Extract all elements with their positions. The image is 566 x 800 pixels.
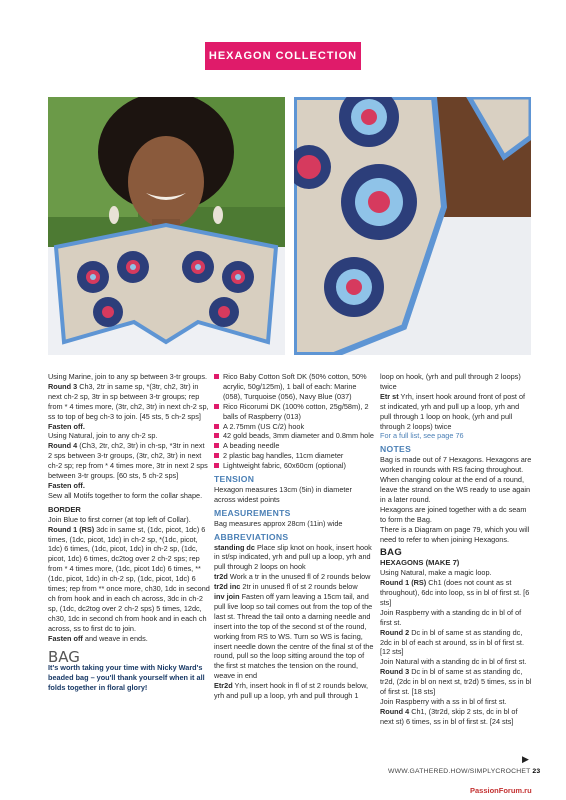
instruction-text: Join Raspberry with a ss in bl of first st.	[380, 697, 507, 706]
round-3-instruction: Round 3 Dc in bl of same st as standing dc, tr2d, (2dc in bl on next st, tr2d) 5 times, ss in bl of first st. [18 sts]	[380, 667, 532, 697]
round-4-instruction: Round 4 (Ch3, 2tr, ch2, 3tr) in ch-sp, *3tr in next 2 sps between 3-tr groups, (3tr, ch2, 3tr) in next ch-2 sp; rep from * 4 times more, 3tr in next 2 sps between 3-tr groups. [60 sts, 5 ch-2 sps]	[48, 441, 208, 481]
round-4-instruction: Round 4 Ch1, (3tr2d, skip 2 sts, dc in bl of next st) 6 times, ss in bl of first st. [24 sts]	[380, 706, 518, 726]
abbreviations-heading: ABBREVIATIONS	[214, 531, 289, 542]
abbreviation-entry: tr2d Work a tr in the unused fl of 2 rounds below	[214, 572, 371, 582]
section-banner: HEXAGON COLLECTION	[205, 42, 361, 70]
continue-arrow-icon: ▶	[522, 754, 529, 764]
watermark: PassionForum.ru	[470, 786, 532, 795]
round-1-instruction: Round 1 (RS) Ch1 (does not count as st throughout), 6dc into loop, ss in bl of first st. [6 sts]	[380, 578, 530, 607]
bag-script-heading: BAG	[48, 648, 80, 667]
pattern-column-1	[48, 372, 210, 693]
bag-heading: BAG	[380, 547, 403, 559]
round-2-instruction: Round 2 Dc in bl of same st as standing dc, 2dc in bl of each st around, ss in bl of first st. [12 sts]	[380, 627, 524, 657]
abbreviation-entry: Etr2d Yrh, insert hook in fl of st 2 rounds below, yrh and pull up a loop, yrh and pull through 1	[214, 681, 368, 701]
abbreviation-entry: tr2d inc 2tr in unused fl of st 2 rounds below	[214, 582, 358, 592]
materials-item: A beading needle	[214, 441, 374, 451]
page-footer	[388, 768, 540, 775]
hexagons-heading: HEXAGONS (MAKE 7)	[380, 558, 460, 568]
round-3-instruction: Round 3 Ch3, 2tr in same sp, *(3tr, ch2, 3tr) in next ch-2 sp, 3tr in sp between 3-tr groups; rep from * 4 times more, (3tr, ch2, 3tr) in next ch-2 sp, ss to top of beg ch-3 to join. [45 sts, 5 ch-2 sps]	[48, 381, 209, 421]
instruction-text: Using Natural, make a magic loop.	[380, 568, 492, 578]
fasten-off: Fasten off.	[48, 421, 85, 431]
collar-model-photo	[48, 97, 285, 355]
bag-intro: It's worth taking your time with Nicky Ward's beaded bag – you'll thank yourself when it all folds together in floral glory!	[48, 663, 205, 693]
notes-heading: NOTES	[380, 444, 412, 455]
instruction-text: Join Natural with a standing dc in bl of first st.	[380, 657, 527, 667]
notes-text: Hexagons are joined together with a dc seam to form the Bag.	[380, 504, 527, 524]
instruction-text: Using Natural, join to any ch-2 sp.	[48, 431, 158, 441]
tension-heading: TENSION	[214, 474, 255, 485]
tension-text: Hexagon measures 13cm (5in) in diameter across widest points	[214, 484, 352, 504]
page-number: 23	[532, 768, 541, 775]
border-round-1-instruction: Round 1 (RS) 3dc in same st, (1dc, picot, 1dc) 6 times, (1dc, picot, 1dc) in ch-2 sp, *(1dc, picot, 1dc) 6 times, (1dc, picot, 1dc) in ch-2 sp, (1dc, picot, 1dc) 6 times, dc2tog over 2 ch-2 sps; rep from * 4 times more, (1dc, picot 1dc) 6 times, **(1dc, picot, 1dc) in ch-2 sp, (1dc, picot, 1dc) 6 times; rep from ** once more, ch30, 1dc in second ch from hook and in each ch across, 3dc in ch-2 sp, (1dc, dc2tog over 2 ch-2 sps) 5 times, 12dc, ch30, 1dc in second ch from hook and in each ch across, ss to first dc to join.	[48, 524, 210, 633]
instruction-text: Using Marine, join to any sp between 3-tr groups.	[48, 372, 207, 381]
materials-item: Lightweight fabric, 60x60cm (optional)	[214, 461, 374, 471]
border-heading: BORDER	[48, 504, 81, 514]
materials-item: 2 plastic bag handles, 11cm diameter	[214, 451, 374, 461]
instruction-text: Join Raspberry with a standing dc in bl of of first st.	[380, 607, 522, 627]
pattern-column-2	[214, 372, 374, 701]
notes-text: Bag is made out of 7 Hexagons. Hexagons are worked in rounds with RS facing throughout. When changing colour at the end of a round, leave the strand on the WS ready to use again in a later round.	[380, 455, 532, 504]
abbreviation-continued: loop on hook, (yrh and pull through 2 loops) twice	[380, 372, 521, 391]
pattern-column-3	[380, 372, 532, 727]
abbreviation-entry: standing dc Place slip knot on hook, insert hook in st/sp indicated, yrh and pull up a loop, yrh and pull through 2 loops on hook	[214, 542, 372, 572]
materials-item: A 2.75mm (US C/2) hook	[214, 422, 374, 432]
collar-closeup-photo	[294, 97, 531, 355]
fasten-off: Fasten off.	[48, 480, 85, 490]
measurements-heading: MEASUREMENTS	[214, 507, 291, 518]
fasten-off: Fasten off and weave in ends.	[48, 633, 148, 643]
measurements-text: Bag measures approx 28cm (11in) wide	[214, 518, 343, 528]
instruction-text: Sew all Motifs together to form the collar shape.	[48, 490, 203, 500]
materials-item: 42 gold beads, 3mm diameter and 0.8mm hole	[214, 431, 374, 441]
footer-url[interactable]: WWW.GATHERED.HOW/SIMPLYCROCHET	[388, 768, 531, 775]
instruction-text: Join Blue to first corner (at top left of Collar).	[48, 514, 191, 524]
abbreviation-entry: Etr st Yrh, insert hook around front of post of st indicated, yrh and pull up a loop, yrh and pull through 1 loop on hook, (yrh and pull through 2 loops) twice	[380, 391, 526, 431]
notes-text: There is a Diagram on page 79, which you will need to refer to when joining Hexagons.	[380, 524, 530, 544]
abbreviation-entry: inv join Fasten off yarn leaving a 15cm tail, and pull live loop so tail comes out from the top of the last st. Thread the tail onto a darning needle and insert into the top of the second st of the round, working from RS to WS. Turn so WS is facing, insert needle down the centre of the final st of the round, pull so the loop sitting around the top of the first st matches the tension on the round, weave in end	[214, 592, 374, 681]
materials-item: Rico Baby Cotton Soft DK (50% cotton, 50% acrylic, 50g/125m), 1 ball of each: Marine (058), Turquoise (056), Navy Blue (037)	[214, 372, 374, 402]
full-list-link[interactable]: For a full list, see page 76	[380, 431, 464, 441]
materials-item: Rico Ricorumi DK (100% cotton, 25g/58m), 2 balls of Raspberry (013)	[214, 402, 374, 422]
